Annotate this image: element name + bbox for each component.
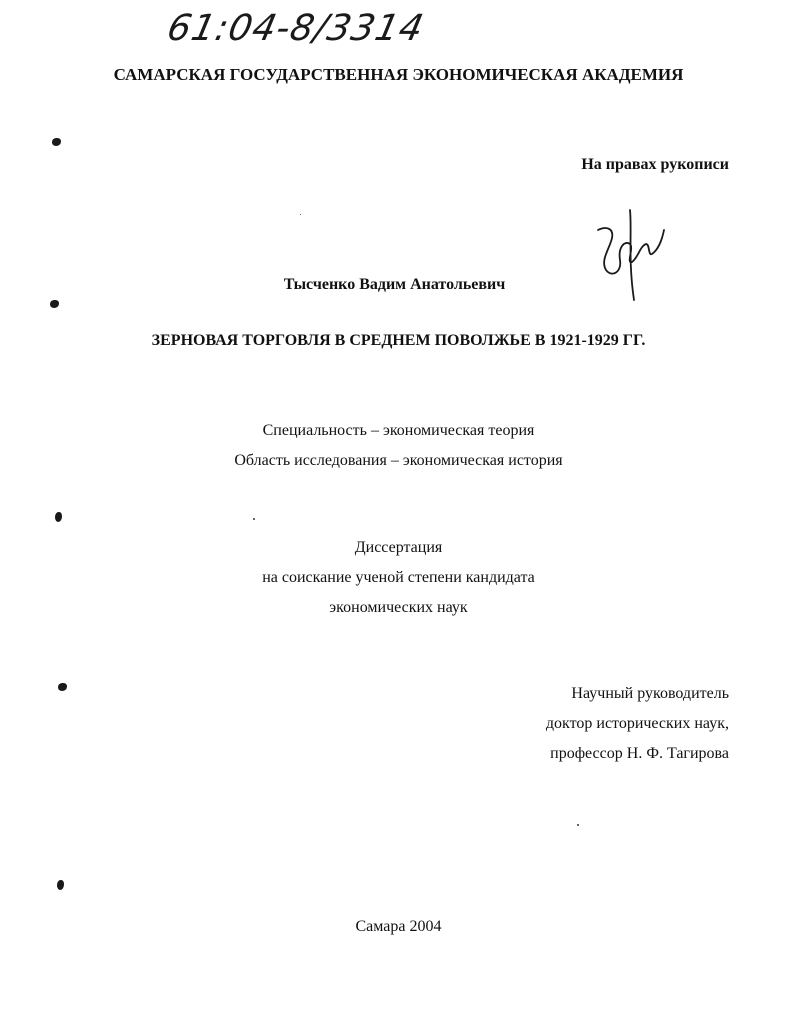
dissertation-title: ЗЕРНОВАЯ ТОРГОВЛЯ В СРЕДНЕМ ПОВОЛЖЬЕ В 1921-1929 ГГ. [151,332,646,349]
author-name: Тысченко Вадим Анатольевич [283,276,506,293]
punch-hole-mark [52,138,61,146]
degree-line: на соискание ученой степени кандидата [262,569,535,586]
manuscript-note: На правах рукописи [581,156,729,173]
supervisor-name: профессор Н. Ф. Тагирова [550,745,729,762]
research-area-line: Область исследования – экономическая история [234,452,563,469]
punch-hole-mark [55,512,62,522]
place-year: Самара 2004 [355,918,442,935]
scan-speck [300,214,301,215]
supervisor-degree: доктор исторических наук, [545,715,729,732]
scan-speck [577,824,579,826]
punch-hole-mark [57,880,64,890]
handwritten-registry-code: 61:04-8/3314 [163,8,428,49]
specialty-line: Специальность – экономическая теория [262,422,535,439]
signature-icon [590,200,680,310]
supervisor-label: Научный руководитель [571,685,729,702]
punch-hole-mark [58,683,67,691]
field-line: экономических наук [329,599,468,616]
academy-name: САМАРСКАЯ ГОСУДАРСТВЕННАЯ ЭКОНОМИЧЕСКАЯ АКАДЕМИЯ [113,65,684,84]
scan-speck [253,518,255,520]
punch-hole-mark [50,300,59,308]
dissertation-label: Диссертация [354,539,443,556]
